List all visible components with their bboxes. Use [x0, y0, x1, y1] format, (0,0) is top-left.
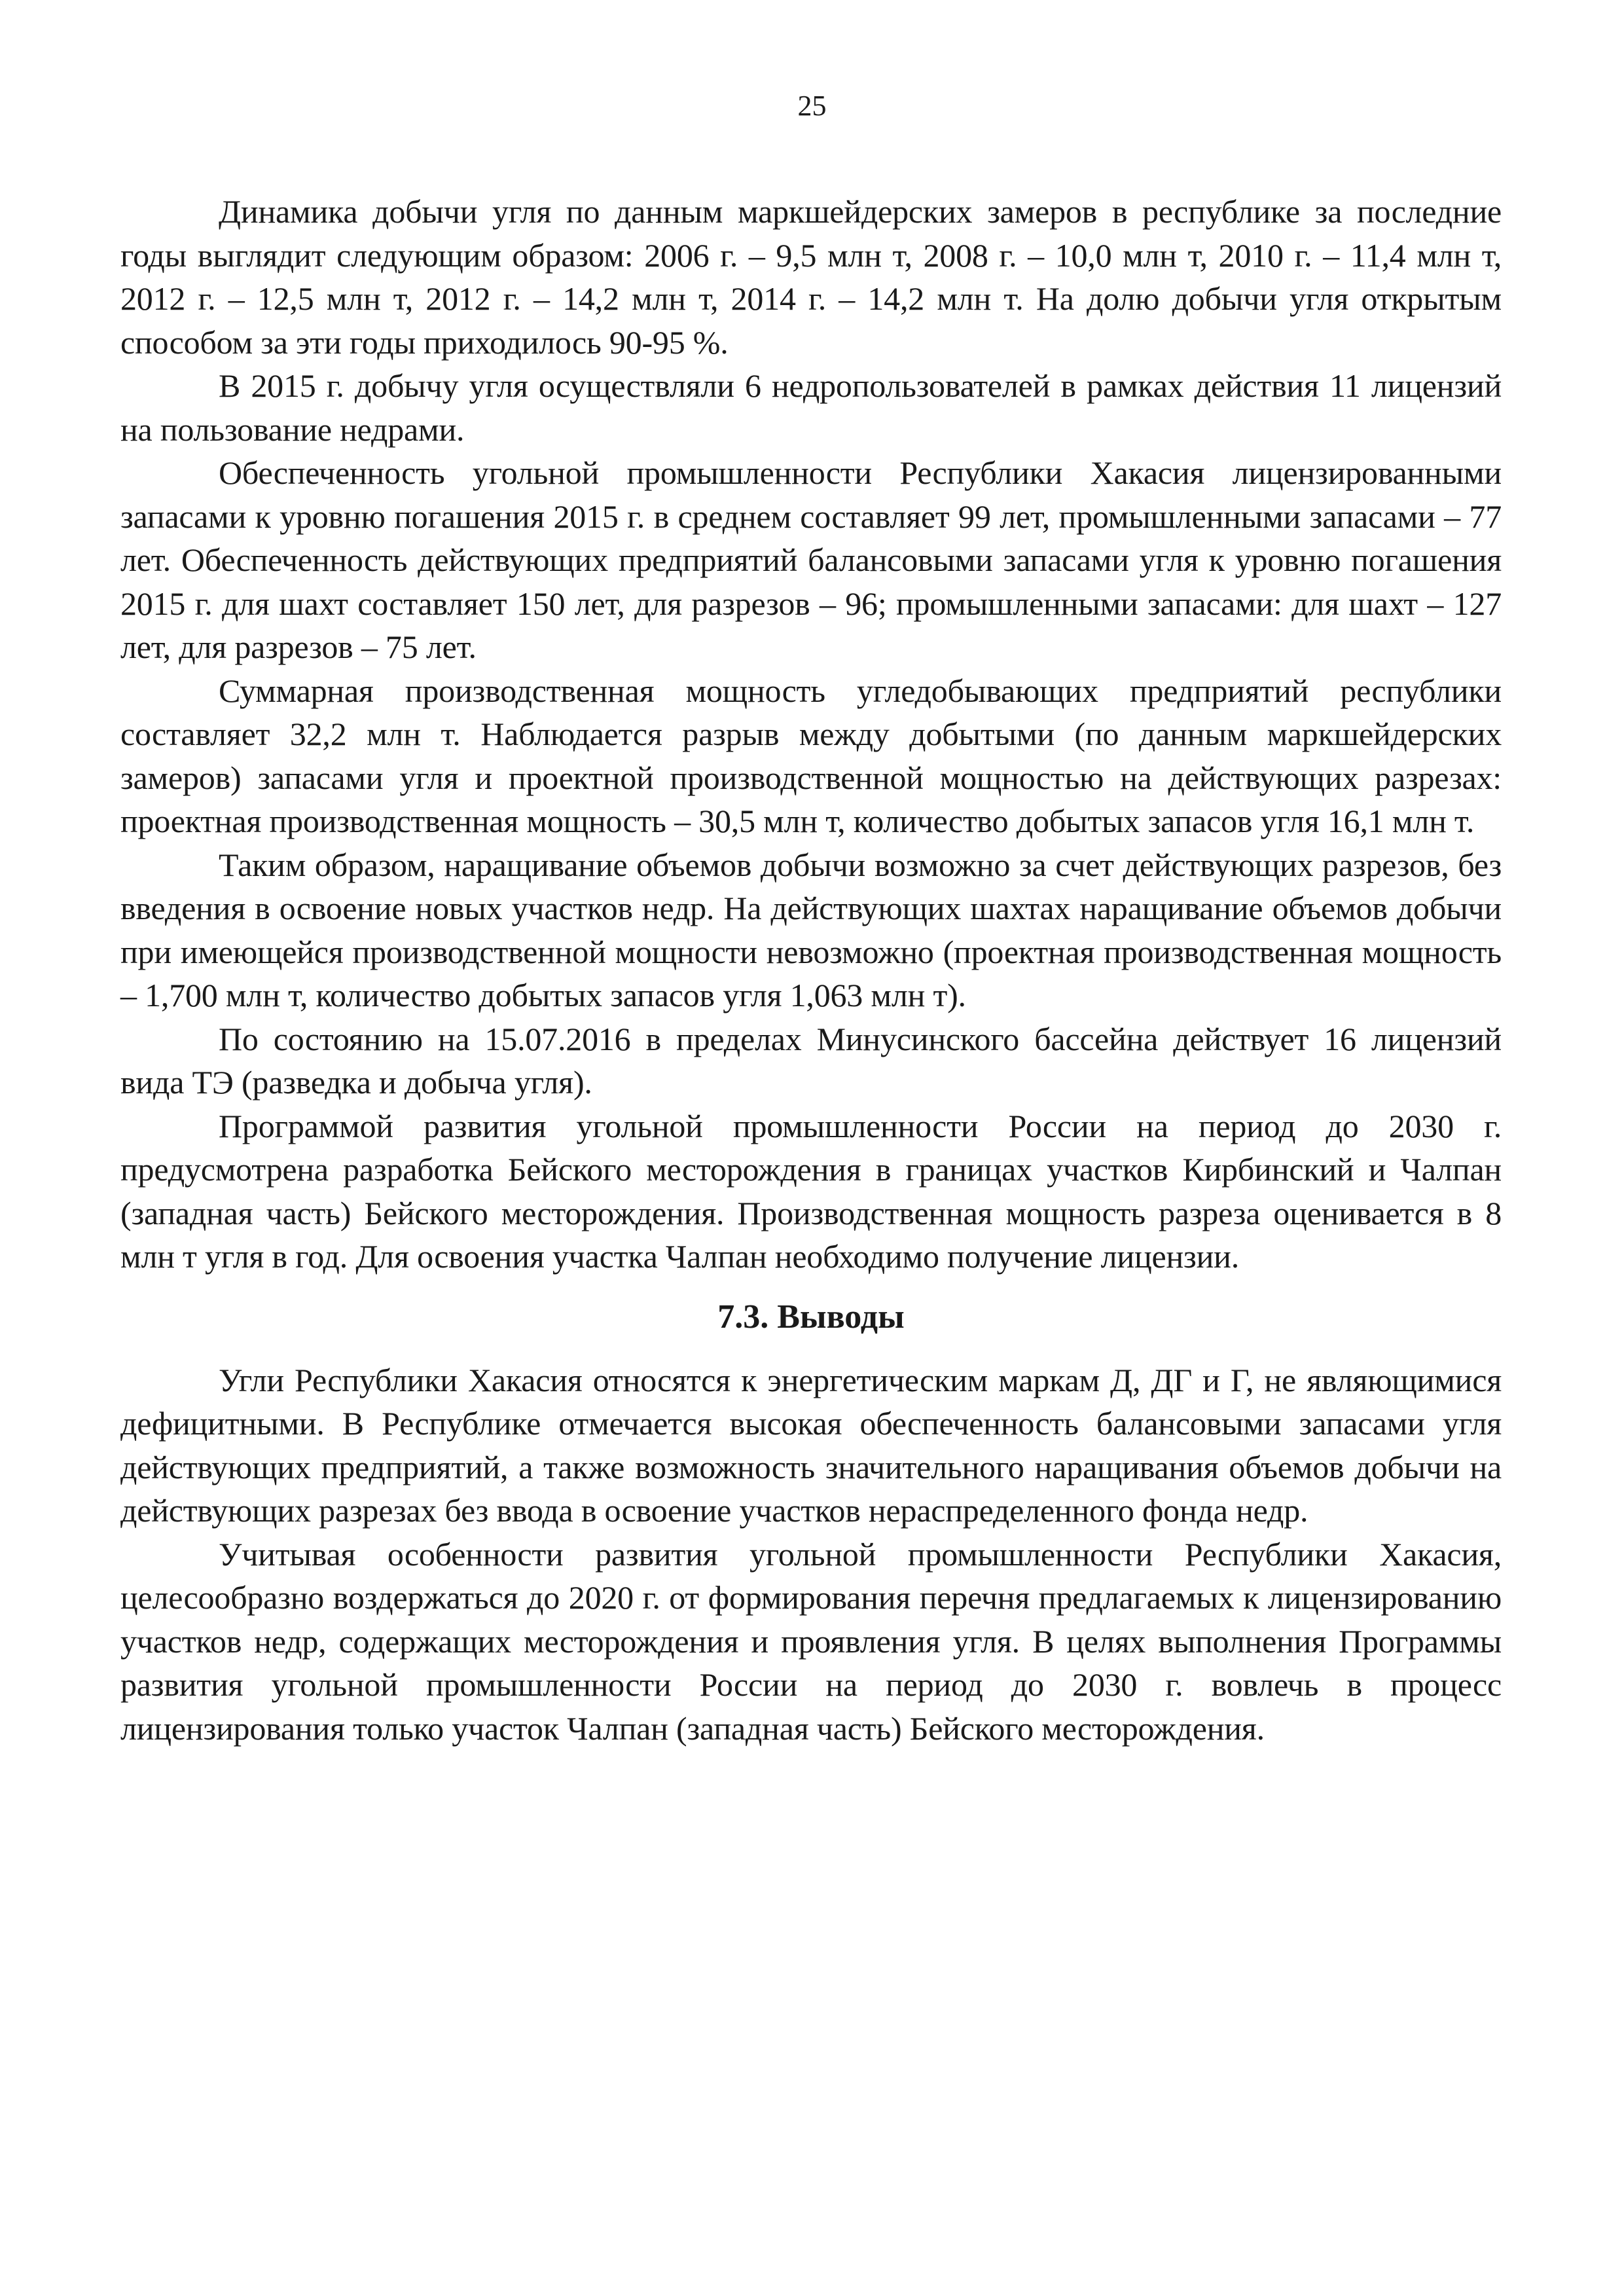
- paragraph-conclusions-coal-grades: Угли Республики Хакасия относятся к энергетическим маркам Д, ДГ и Г, не являющимися дефицитными. В Республике отмечается высокая обеспеченность балансовыми запасами угля действующих предприятий, а также возможность значительного наращивания объемов добычи на действующих разрезах без ввода в освоение участков нераспределенного фонда недр.: [120, 1361, 1502, 1529]
- paragraph-volume-growth: Таким образом, наращивание объемов добычи возможно за счет действующих разрезов, без введения в освоение новых участков недр. На действующих шахтах наращивание объемов добычи при имеющейся производственной мощности невозможно (проектная производственная мощность – 1,700 млн т, количество добытых запасов угля 1,063 млн т).: [120, 846, 1502, 1013]
- document-body: [120, 190, 1502, 1750]
- paragraph-coal-dynamics: Динамика добычи угля по данным маркшейдерских замеров в республике за последние годы выглядит следующим образом: 2006 г. – 9,5 млн т, 2008 г. – 10,0 млн т, 2010 г. – 11,4 млн т, 2012 г. – 12,5 млн т, 2012 г. – 14,2 млн т, 2014 г. – 14,2 млн т. На долю добычи угля открытым способом за эти годы приходилось 90-95 %.: [120, 193, 1502, 361]
- paragraph-conclusions-recommendation: Учитывая особенности развития угольной промышленности Республики Хакасия, целесообразно воздержаться до 2020 г. от формирования перечня предлагаемых к лицензированию участков недр, содержащих месторождения и проявления угля. В целях выполнения Программы развития угольной промышленности России на период до 2030 г. вовлечь в процесс лицензирования только участок Чалпан (западная часть) Бейского месторождения.: [120, 1535, 1502, 1747]
- page-number: 25: [797, 90, 827, 122]
- paragraph-reserves-supply: Обеспеченность угольной промышленности Республики Хакасия лицензированными запасами к уровню погашения 2015 г. в среднем составляет 99 лет, промышленными запасами – 77 лет. Обеспеченность действующих предприятий балансовыми запасами угля к уровню погашения 2015 г. для шахт составляет 150 лет, для разрезов – 96; промышленными запасами: для шахт – 127 лет, для разрезов – 75 лет.: [120, 454, 1502, 665]
- paragraph-production-capacity: Суммарная производственная мощность угледобывающих предприятий республики составляет 32,2 млн т. Наблюдается разрыв между добытыми (по данным маркшейдерских замеров) запасами угля и проектной производственной мощностью на действующих разрезах: проектная производственная мощность – 30,5 млн т, количество добытых запасов угля 16,1 млн т.: [120, 672, 1502, 839]
- paragraph-licenses-status: По состоянию на 15.07.2016 в пределах Минусинского бассейна действует 16 лицензий вида ТЭ (разведка и добыча угля).: [120, 1020, 1502, 1101]
- section-heading: 7.3. Выводы: [717, 1298, 905, 1336]
- paragraph-subsoil-users: В 2015 г. добычу угля осуществляли 6 недропользователей в рамках действия 11 лицензий на пользование недрами.: [120, 367, 1502, 448]
- paragraph-development-program: Программой развития угольной промышленности России на период до 2030 г. предусмотрена разработка Бейского месторождения в границах участков Кирбинский и Чалпан (западная часть) Бейского месторождения. Производственная мощность разреза оценивается в 8 млн т угля в год. Для освоения участка Чалпан необходимо получение лицензии.: [120, 1107, 1502, 1275]
